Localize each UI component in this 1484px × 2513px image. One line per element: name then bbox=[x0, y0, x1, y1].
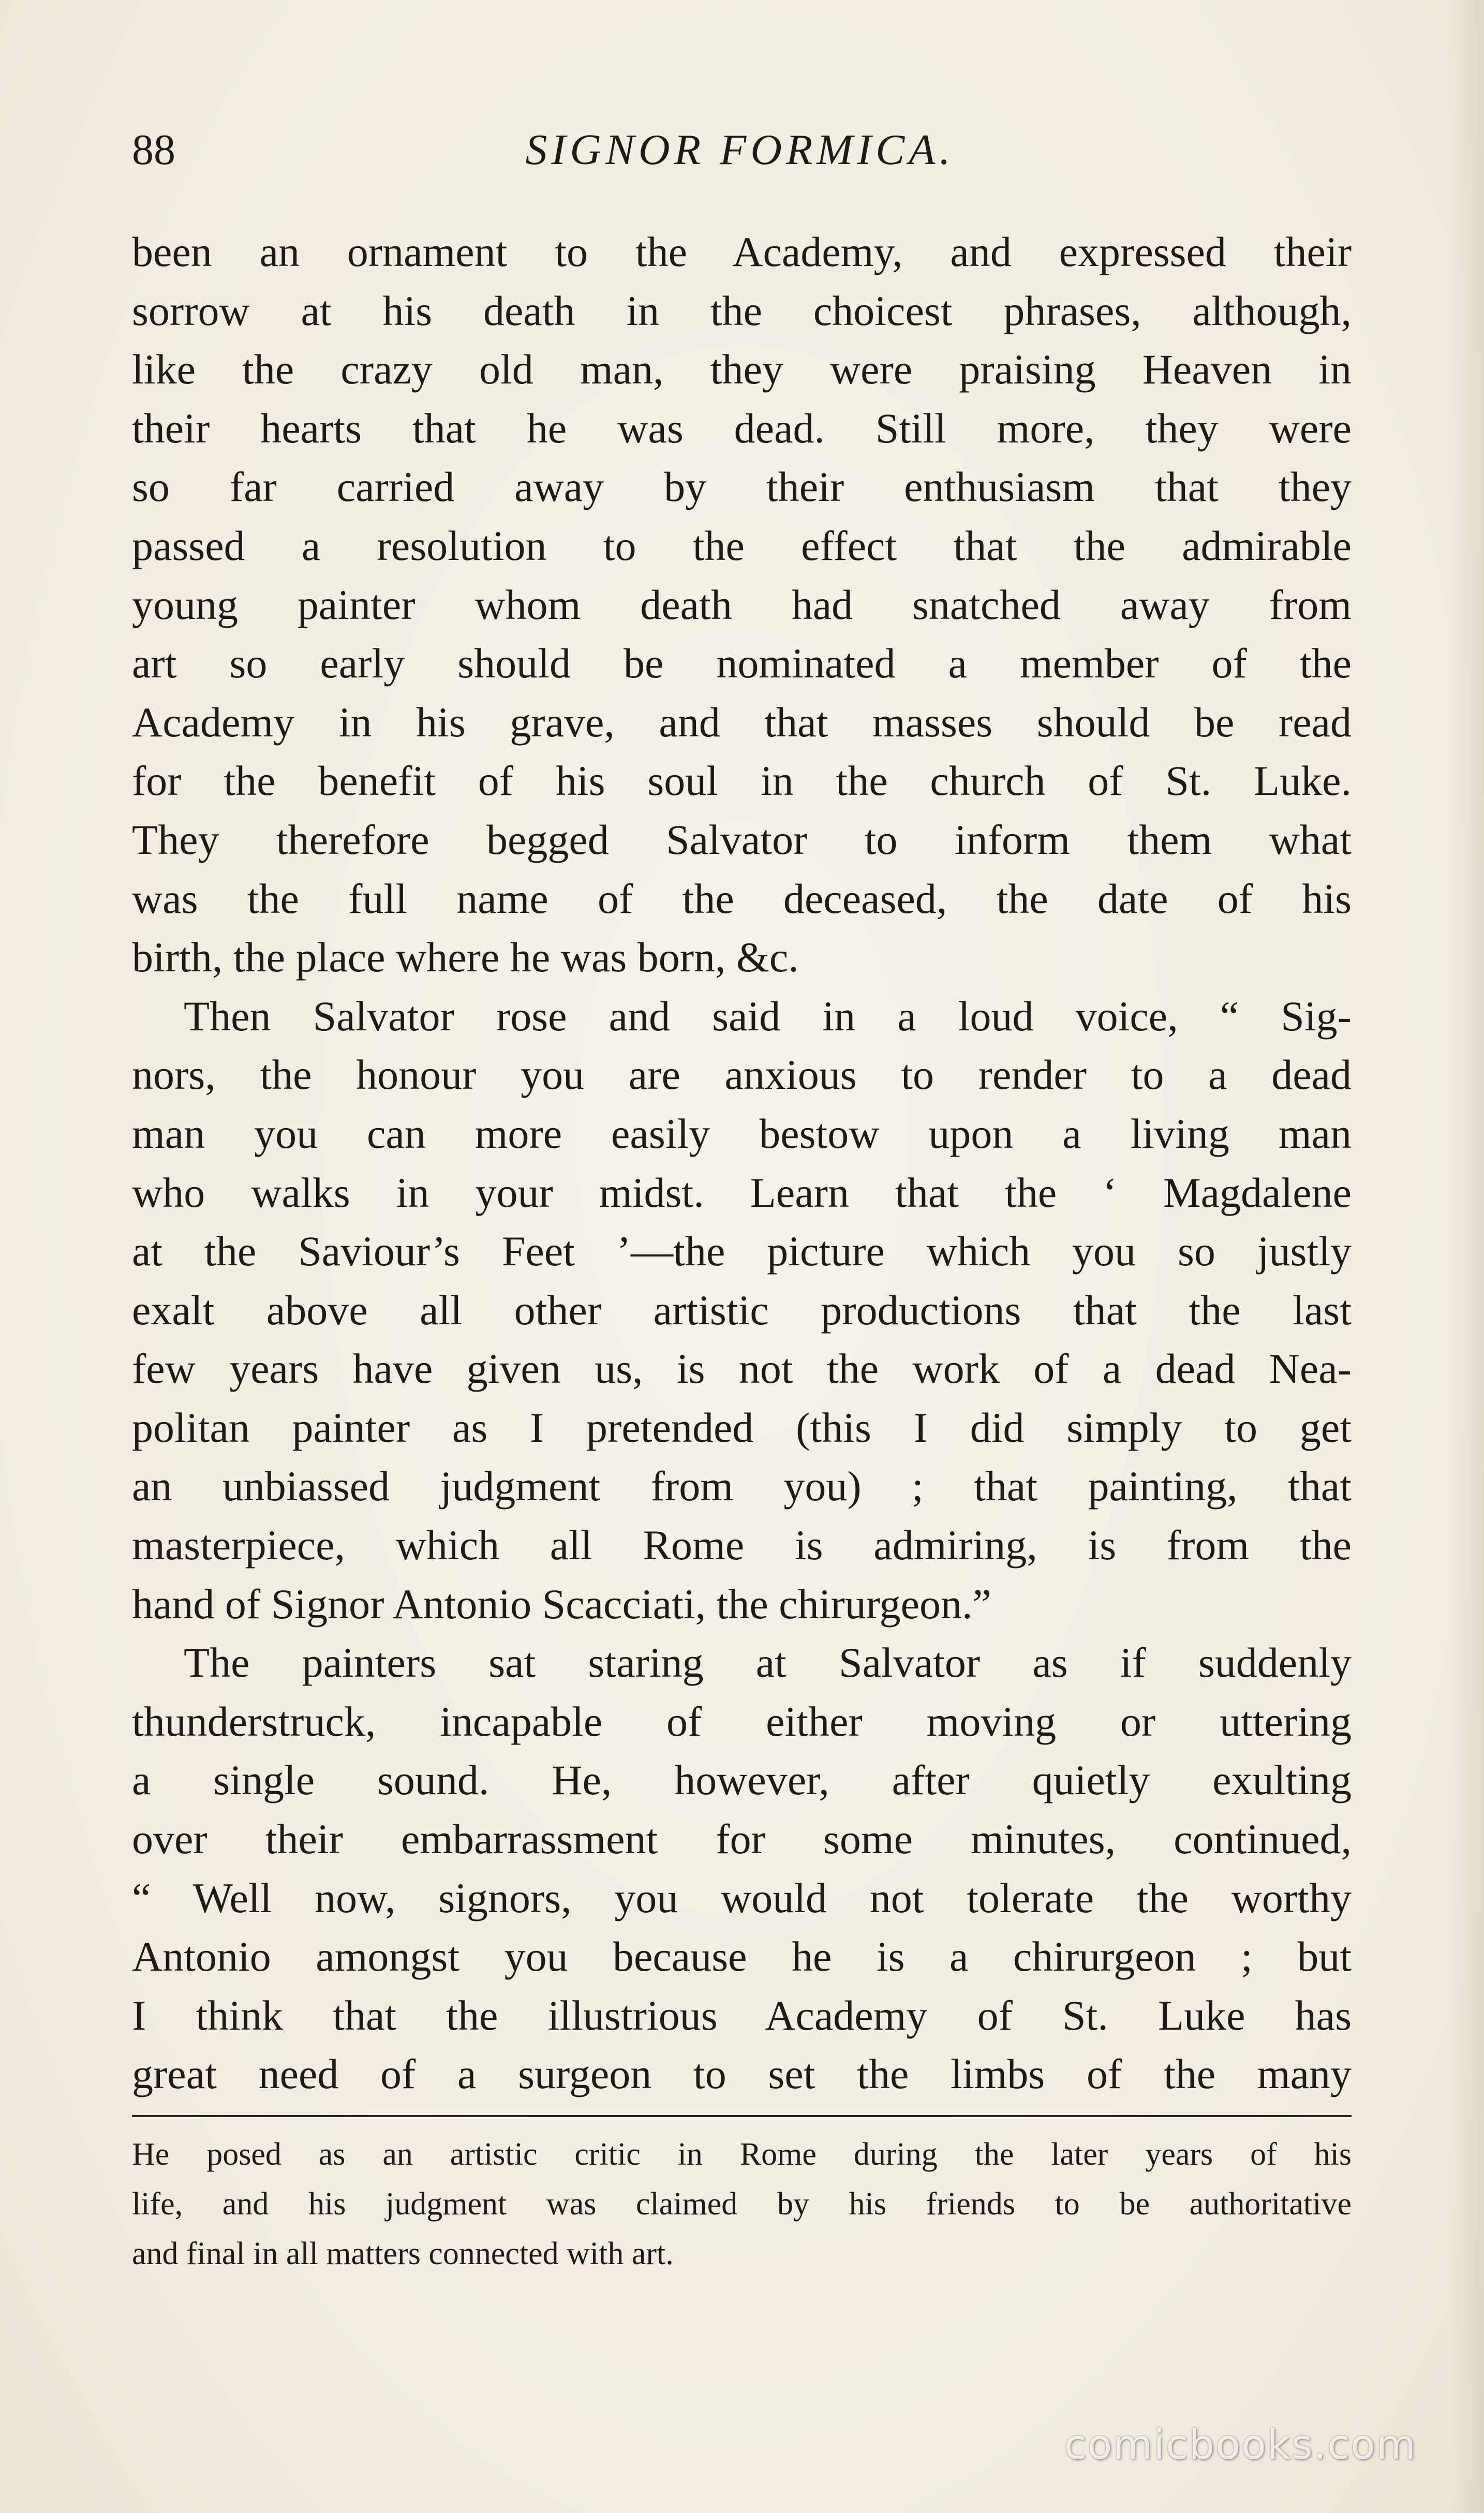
body-text bbox=[132, 223, 1352, 2104]
text-line: passed a resolution to the effect that the admirable bbox=[132, 522, 1352, 569]
text-line: “ Well now, signors, you would not tolerate the worthy bbox=[132, 1874, 1352, 1921]
text-line: few years have given us, is not the work of a dead Nea- bbox=[132, 1345, 1352, 1393]
text-line: I think that the illustrious Academy of St. Luke has bbox=[132, 1991, 1352, 2039]
text-line: nors, the honour you are anxious to render to a dead bbox=[132, 1051, 1352, 1099]
text-line: The painters sat staring at Salvator as if suddenly bbox=[184, 1639, 1352, 1687]
page-edge-shadow bbox=[1448, 0, 1484, 2513]
text-line: man you can more easily bestow upon a living man bbox=[132, 1110, 1352, 1157]
footnote-line: He posed as an artistic critic in Rome during the later years of his bbox=[132, 2137, 1352, 2172]
running-title: SIGNOR FORMICA. bbox=[525, 126, 955, 174]
text-line: They therefore begged Salvator to inform them what bbox=[132, 816, 1352, 863]
text-line: hand of Signor Antonio Scacciati, the chirurgeon.” bbox=[132, 1580, 991, 1628]
text-line: was the full name of the deceased, the date of his bbox=[132, 875, 1352, 922]
text-line: art so early should be nominated a member of the bbox=[132, 640, 1352, 687]
page-header bbox=[132, 122, 1348, 179]
text-line: for the benefit of his soul in the church of St. Luke. bbox=[132, 757, 1352, 805]
text-line: been an ornament to the Academy, and expressed their bbox=[132, 228, 1352, 275]
text-line: Antonio amongst you because he is a chirurgeon ; but bbox=[132, 1933, 1352, 1980]
text-line: politan painter as I pretended (this I did simply to get bbox=[132, 1403, 1352, 1451]
text-line: who walks in your midst. Learn that the ‘ Magdalene bbox=[132, 1169, 1352, 1216]
watermark: comicbooks.com bbox=[1064, 2422, 1417, 2468]
text-line: young painter whom death had snatched away from bbox=[132, 581, 1352, 628]
text-line: at the Saviour’s Feet ’—the picture which you so justly bbox=[132, 1228, 1352, 1275]
text-line: over their embarrassment for some minutes, continued, bbox=[132, 1815, 1352, 1863]
text-line: a single sound. He, however, after quietly exulting bbox=[132, 1756, 1352, 1804]
footnote-line: life, and his judgment was claimed by his friends to be authoritative bbox=[132, 2186, 1352, 2222]
text-line: birth, the place where he was born, &c. bbox=[132, 934, 799, 981]
text-line: Academy in his grave, and that masses should be read bbox=[132, 698, 1352, 746]
text-line: masterpiece, which all Rome is admiring, is from the bbox=[132, 1521, 1352, 1569]
footnote-line: and final in all matters connected with art. bbox=[132, 2236, 674, 2271]
footnote bbox=[132, 2130, 1352, 2279]
text-line: their hearts that he was dead. Still more, they were bbox=[132, 404, 1352, 452]
page-number: 88 bbox=[132, 126, 175, 174]
footnote-rule bbox=[132, 2115, 1352, 2117]
text-line: thunderstruck, incapable of either moving or uttering bbox=[132, 1697, 1352, 1745]
text-line: so far carried away by their enthusiasm that they bbox=[132, 463, 1352, 511]
text-line: great need of a surgeon to set the limbs of the many bbox=[132, 2050, 1352, 2098]
text-line: like the crazy old man, they were praising Heaven in bbox=[132, 346, 1352, 393]
text-line: exalt above all other artistic productions that the last bbox=[132, 1286, 1352, 1334]
text-line: sorrow at his death in the choicest phrases, although, bbox=[132, 287, 1352, 334]
text-line: Then Salvator rose and said in a loud voice, “ Sig- bbox=[184, 992, 1352, 1040]
text-line: an unbiassed judgment from you) ; that painting, that bbox=[132, 1462, 1352, 1510]
